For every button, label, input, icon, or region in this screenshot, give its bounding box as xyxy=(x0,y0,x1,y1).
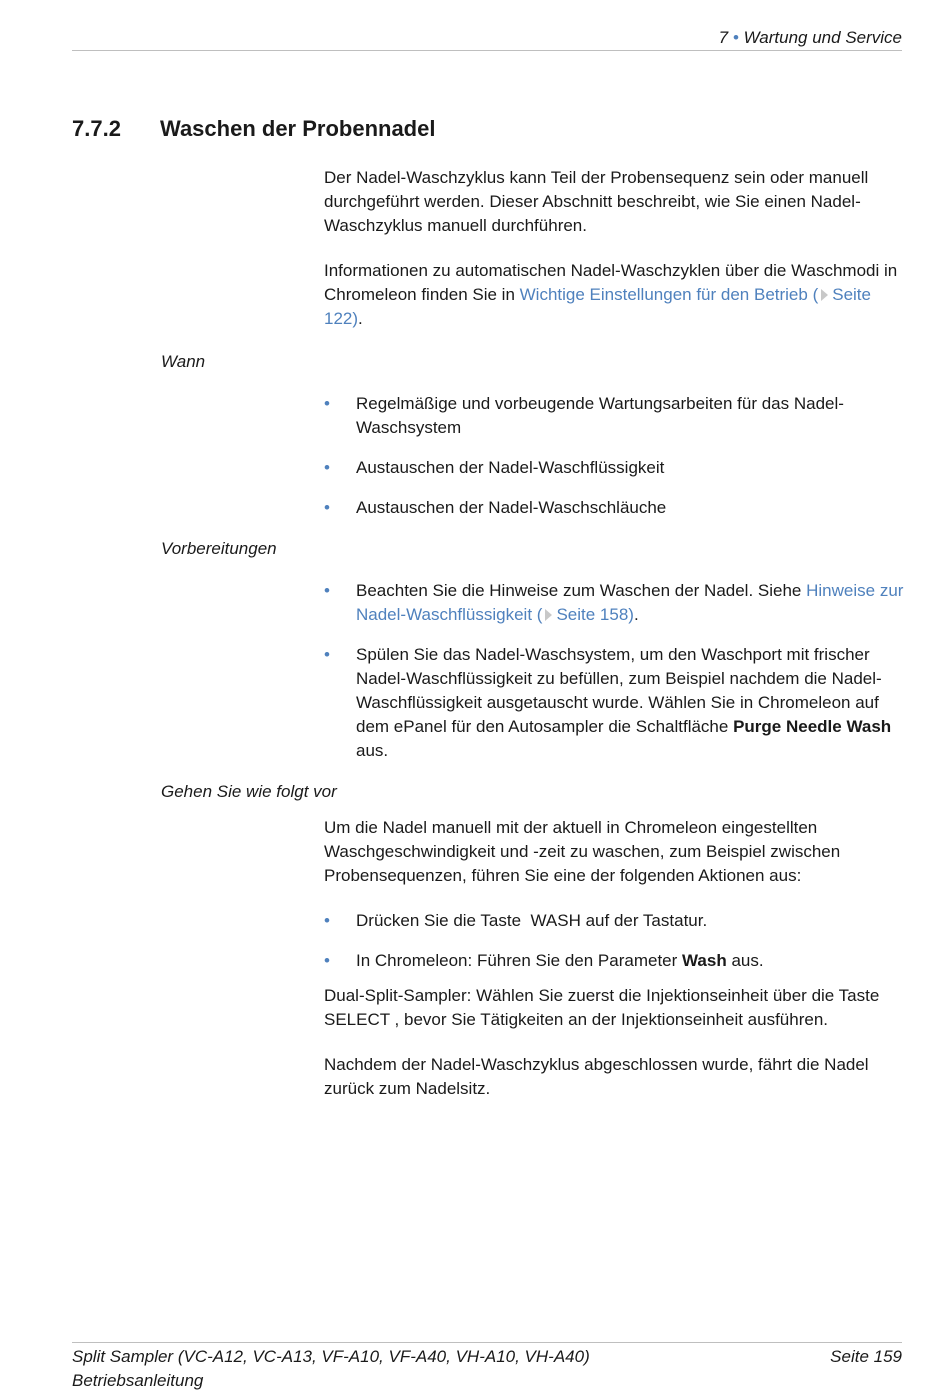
list-item-text: Austauschen der Nadel-Waschschläuche xyxy=(356,498,667,517)
link-page: Seite 122) xyxy=(324,285,871,328)
footer-product: Split Sampler (VC-A12, VC-A13, VF-A10, VF-A40, VH-A10, VH-A40) xyxy=(72,1347,590,1366)
list-item xyxy=(324,392,904,440)
intro-paragraph-1: Der Nadel-Waschzyklus kann Teil der Probensequenz sein oder manuell durchgeführt werden. Dieser Abschnitt beschreibt, wie Sie einen Nadel-Waschzyklus manuell durchführen. xyxy=(324,168,869,235)
triangle-right-icon xyxy=(545,609,552,621)
bullet-icon: • xyxy=(324,394,330,413)
link-page: Seite 158) xyxy=(556,605,634,624)
list-item xyxy=(324,496,904,520)
section-number: 7.7.2 xyxy=(72,116,121,141)
bold-term: Wash xyxy=(682,951,727,970)
intro-block xyxy=(324,166,904,331)
vorgehen-block xyxy=(324,816,904,1101)
page-footer xyxy=(72,1342,902,1393)
list-item-text: Spülen Sie das Nadel-Waschsystem, um den Waschport mit frischer Nadel-Waschflüssigkeit zu befüllen, zum Beispiel nachdem die Nadel-Waschflüssigkeit ausgetauscht wurde. Wählen Sie in Chromeleon auf dem ePanel für den Autosampler die Schaltfläche xyxy=(356,645,882,736)
section-heading xyxy=(72,116,435,142)
list-item xyxy=(324,456,904,480)
list-item-end: aus. xyxy=(726,951,764,970)
link-text: Hinweise zur Nadel-Waschflüssigkeit ( xyxy=(356,581,904,624)
vorgehen-paragraph-3: Nachdem der Nadel-Waschzyklus abgeschlossen wurde, fährt die Nadel zurück zum Nadelsitz. xyxy=(324,1055,869,1098)
list-item-end: aus. xyxy=(356,741,389,760)
bullet-icon: • xyxy=(324,951,330,970)
vorgehen-paragraph-1: Um die Nadel manuell mit der aktuell in Chromeleon eingestellten Waschgeschwindigkeit und -zeit zu waschen, zum Beispiel zwischen Probensequenzen, führen Sie eine der folgenden Aktionen aus: xyxy=(324,818,841,885)
list-item-end: . xyxy=(633,605,639,624)
list-item-text: In Chromeleon: Führen Sie den Parameter xyxy=(356,951,683,970)
list-item xyxy=(324,579,904,627)
label-wann: Wann xyxy=(161,352,206,371)
list-item-text: Regelmäßige und vorbeugende Wartungsarbeiten für das Nadel-Waschsystem xyxy=(356,394,844,437)
bold-term: Purge Needle Wash xyxy=(733,717,892,736)
bullet-icon: • xyxy=(324,911,330,930)
chapter-title: Wartung und Service xyxy=(743,28,902,47)
vorbereitungen-list xyxy=(324,579,904,763)
vorbereitungen-list-block xyxy=(324,579,904,763)
footer-page-number: Seite 159 xyxy=(830,1347,902,1366)
list-item-text: Drücken Sie die Taste WASH auf der Tastatur. xyxy=(356,911,708,930)
triangle-right-icon xyxy=(821,289,828,301)
bullet-icon: • xyxy=(324,645,330,664)
list-item xyxy=(324,643,904,763)
intro-paragraph-2 xyxy=(324,259,904,331)
list-item-text: Beachten Sie die Hinweise zum Waschen der Nadel. Siehe xyxy=(356,581,807,600)
intro-p2-text: Informationen zu automatischen Nadel-Waschzyklen über die Waschmodi in Chromeleon finden Sie in xyxy=(324,261,898,304)
footer-doc-type: Betriebsanleitung xyxy=(72,1371,204,1390)
link-text: Wichtige Einstellungen für den Betrieb ( xyxy=(519,285,819,304)
vorgehen-list xyxy=(324,909,904,973)
wann-list xyxy=(324,392,904,520)
list-item xyxy=(324,909,904,933)
vorgehen-paragraph-2: Dual-Split-Sampler: Wählen Sie zuerst die Injektionseinheit über die Taste SELECT , bevor Sie Tätigkeiten an der Injektionseinheit ausführen. xyxy=(324,986,889,1029)
header-bullet: • xyxy=(732,28,739,47)
label-vorgehen: Gehen Sie wie folgt vor xyxy=(161,782,337,801)
wann-list-block xyxy=(324,392,904,520)
bullet-icon: • xyxy=(324,498,330,517)
section-title: Waschen der Probennadel xyxy=(160,116,436,141)
label-vorbereitungen: Vorbereitungen xyxy=(161,539,277,558)
chapter-number: 7 xyxy=(718,28,729,47)
list-item-text: Austauschen der Nadel-Waschflüssigkeit xyxy=(356,458,665,477)
bullet-icon: • xyxy=(324,458,330,477)
page-header xyxy=(72,26,902,51)
intro-p2-end: . xyxy=(358,309,363,328)
bullet-icon: • xyxy=(324,581,330,600)
list-item xyxy=(324,949,904,973)
